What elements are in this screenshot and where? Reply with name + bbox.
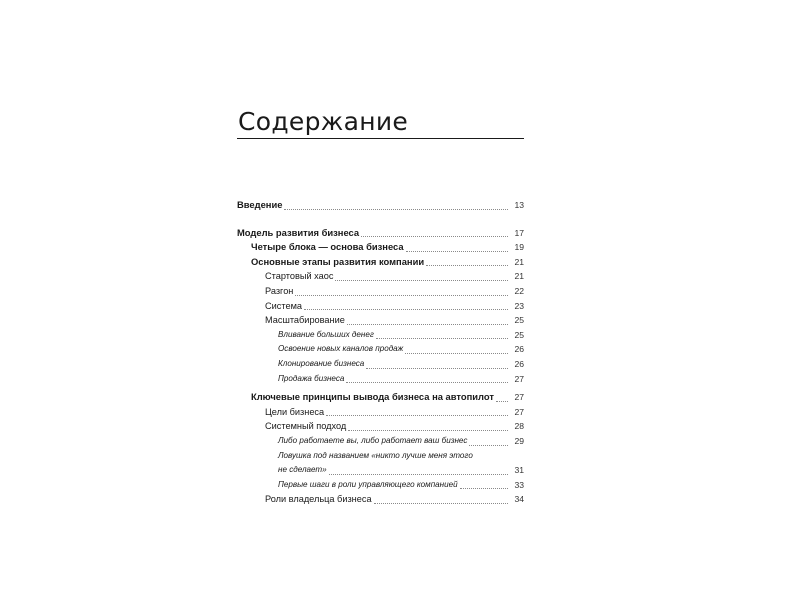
toc-entry-development-stages[interactable] [237, 255, 524, 270]
toc-entry-system-approach[interactable] [237, 419, 524, 434]
toc-page-number: 29 [514, 435, 524, 446]
toc-page-number: 26 [514, 358, 524, 369]
dot-leader [295, 295, 508, 296]
toc-entry-first-steps[interactable] [237, 478, 524, 493]
toc-entry-label: Продажа бизнеса [278, 373, 345, 383]
toc-entry-system[interactable] [237, 299, 524, 314]
toc-entry-label: Либо работаете вы, либо работает ваш бизнес [278, 435, 468, 445]
toc-page-number: 31 [514, 465, 524, 476]
toc-entry-either-you-work[interactable] [237, 434, 524, 449]
toc-entry-label: Четыре блока — основа бизнеса [251, 241, 404, 253]
dot-leader [348, 430, 508, 431]
toc-entry-label: Роли владельца бизнеса [265, 494, 372, 505]
toc-entry-scaling[interactable] [237, 313, 524, 328]
page-title: Содержание [238, 107, 409, 136]
toc-entry-label: Системный подход [265, 421, 347, 432]
toc-page-number: 13 [514, 200, 524, 210]
toc-entry-business-goals[interactable] [237, 405, 524, 420]
dot-leader [376, 338, 508, 339]
toc-page-number: 27 [514, 373, 524, 384]
toc-page-number: 33 [514, 479, 524, 490]
toc-entry-label: Первые шаги в роли управляющего компанией [278, 479, 458, 489]
toc-entry-cloning[interactable] [237, 357, 524, 372]
dot-leader [406, 251, 508, 252]
table-of-contents [237, 198, 524, 507]
toc-entry-big-money[interactable] [237, 328, 524, 343]
toc-entry-label: Введение [237, 199, 283, 210]
toc-entry-trap[interactable] [237, 449, 524, 478]
toc-entry-label-line1: Ловушка под названием «никто лучше меня этого [278, 450, 473, 460]
toc-page-number: 25 [514, 329, 524, 340]
dot-leader [329, 474, 508, 475]
toc-entry-label: Клонирование бизнеса [278, 358, 365, 368]
toc-entry-startup-chaos[interactable] [237, 269, 524, 284]
toc-page-number: 26 [514, 344, 524, 355]
dot-leader [366, 368, 508, 369]
toc-entry-label-line2: не сделает» [278, 465, 327, 475]
dot-leader [460, 488, 508, 489]
dot-leader [426, 265, 508, 266]
toc-entry-owner-roles[interactable] [237, 492, 524, 507]
toc-entry-label: Стартовый хаос [265, 271, 334, 282]
toc-entry-sale[interactable] [237, 372, 524, 387]
toc-entry-four-blocks[interactable] [237, 240, 524, 255]
dot-leader [496, 401, 508, 402]
toc-page-number: 27 [514, 406, 524, 417]
toc-page-number: 17 [514, 227, 524, 238]
toc-page-number: 21 [514, 271, 524, 282]
toc-entry-label: Освоение новых каналов продаж [278, 344, 404, 354]
toc-page-number: 19 [514, 242, 524, 253]
toc-entry-label: Вливание больших денег [278, 329, 374, 339]
toc-entry-label: Масштабирование [265, 315, 345, 326]
toc-entry-label: Разгон [265, 285, 294, 296]
dot-leader [346, 382, 508, 383]
toc-page-number: 28 [514, 421, 524, 432]
dot-leader [361, 236, 508, 237]
dot-leader [304, 309, 508, 310]
toc-entry-line2 [278, 463, 524, 478]
toc-entry-label: Цели бизнеса [265, 406, 325, 417]
toc-page-number: 23 [514, 300, 524, 311]
toc-entry-label: Система [265, 300, 303, 311]
toc-entry-label: Модель развития бизнеса [237, 226, 360, 238]
dot-leader [335, 280, 508, 281]
toc-page-number: 27 [514, 392, 524, 403]
toc-entry-key-principles[interactable] [237, 390, 524, 405]
toc-entry-label: Основные этапы развития компании [251, 255, 425, 267]
toc-entry-label: Ключевые принципы вывода бизнеса на автопилот [251, 391, 494, 403]
toc-entry-new-sales-channels[interactable] [237, 342, 524, 357]
dot-leader [374, 503, 508, 504]
dot-leader [326, 415, 508, 416]
toc-entry-introduction[interactable] [237, 198, 524, 213]
dot-leader [284, 209, 508, 210]
dot-leader [469, 445, 508, 446]
title-underline [237, 138, 524, 139]
dot-leader [347, 324, 508, 325]
toc-page-number: 21 [514, 256, 524, 267]
toc-page-number: 22 [514, 285, 524, 296]
toc-entry-acceleration[interactable] [237, 284, 524, 299]
dot-leader [405, 353, 508, 354]
toc-page-number: 34 [514, 494, 524, 505]
toc-page-number: 25 [514, 315, 524, 326]
toc-entry-business-model[interactable] [237, 226, 524, 241]
